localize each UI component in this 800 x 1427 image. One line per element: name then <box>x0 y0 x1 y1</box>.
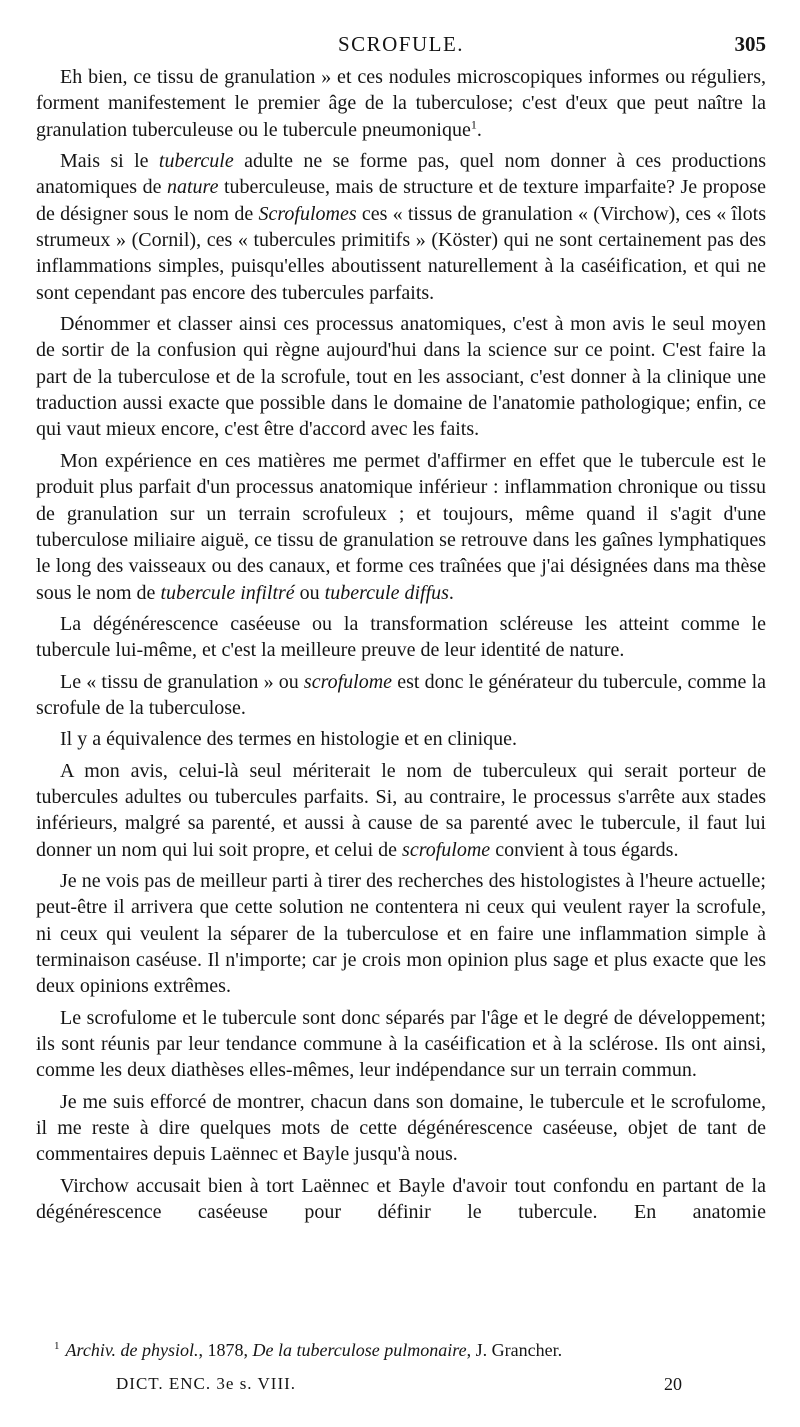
text-run: Mais si le <box>60 150 159 173</box>
italic-text: De la tuberculose pulmonaire <box>252 1340 467 1360</box>
text-run: tuberculeuse, mais de structure et de texture imparfaite? Je propose de désigner sous le nom de <box>36 176 766 225</box>
text-run: ou <box>294 581 325 604</box>
paragraph <box>36 669 766 722</box>
text-run: ces « tissus de granulation « (Virchow), ces « îlots strumeux » (Cornil), ces « tubercules primitifs » (Köster) qui ne sont certainement pas des inflammations simples, puisqu'elles aboutissent naturellement à la caséification, et qui ne sont cependant pas encore des tubercules parfaits. <box>36 202 766 304</box>
body-text <box>36 64 766 1230</box>
text-run: Le « tissu de granulation » ou <box>60 670 304 693</box>
text-run: Mon expérience en ces matières me permet d'affirmer en effet que le tubercule est le produit plus parfait d'un processus anatomique inférieur : inflammation chronique ou tissu de granulation sur un terrain scrofuleux ; et toujours, même quand il s'agit d'une tuberculose miliaire aiguë, ce tissu de granulation se retrouve dans les gaînes lymphatiques le long des vaisseaux ou des canaux, et forme ces traînées que j'ai désignées dans ma thèse sous le nom de <box>36 449 766 604</box>
paragraph <box>36 1005 766 1084</box>
italic-text: scrofulome <box>303 670 393 693</box>
text-run: . <box>448 581 454 604</box>
paragraph <box>36 148 766 306</box>
text-run: Je ne vois pas de meilleur parti à tirer des recherches des histologistes à l'heure actuelle; peut-être il arrivera que cette solution ne contentera ni ceux qui veulent rayer la scrofule, ni ceux qui veulent la séparer de la tuberculose et en faire une inflammation simple à terminaison caséuse. Il n'importe; car je crois mon opinion plus sage et plus exacte que les deux opinions extrêmes. <box>36 869 766 998</box>
text-run: , 1878, <box>198 1340 253 1360</box>
text-run: convient à tous égards. <box>490 838 679 861</box>
text-run: Eh bien, ce tissu de granulation » et ces nodules microscopiques informes ou réguliers, forment manifestement le premier âge de la tuberculose; c'est d'eux que peut naître la granulation tuberculeuse ou le tubercule pneumonique <box>36 66 766 141</box>
paragraph <box>36 868 766 1000</box>
italic-text: tubercule <box>158 150 234 173</box>
text-run: Il y a équivalence des termes en histologie et en clinique. <box>60 728 518 751</box>
text-run: A mon avis, celui-là seul mériterait le nom de tuberculeux qui serait porteur de tubercules adultes ou tubercules parfaits. Si, au contraire, le processus s'arrête aux stades inférieurs, malgré sa parenté, et aussi à cause de sa parenté avec le tubercule, il faut lui donner un nom qui lui soit propre, et celui de <box>36 759 766 861</box>
paragraph <box>36 1173 766 1226</box>
paragraph <box>36 726 766 752</box>
paragraph <box>36 758 766 863</box>
italic-text: scrofulome <box>402 838 491 861</box>
running-head <box>36 32 766 58</box>
text-run: . <box>476 118 482 141</box>
page-number: 305 <box>734 32 766 56</box>
paragraph <box>36 611 766 664</box>
italic-text: tubercule diffus <box>324 581 449 604</box>
sheet-number: 20 <box>664 1374 682 1394</box>
text-run: Le scrofulome et le tubercule sont donc séparés par l'âge et le degré de développement; ils sont réunis par leur tendance commune à la caséification et à la sclérose. Ils ont ainsi, comme les deux diathèses elles-mêmes, leur indépendance sur un terrain commun. <box>36 1006 766 1082</box>
italic-text: Archiv. de physiol. <box>65 1340 199 1360</box>
paragraph <box>36 64 766 143</box>
signature-mark: DICT. ENC. 3e s. VIII. <box>116 1374 297 1393</box>
italic-text: nature <box>166 176 219 199</box>
text-run: adulte ne se forme pas, quel nom donner à ces productions anatomiques de <box>36 150 766 199</box>
italic-text: tubercule infiltré <box>160 581 295 604</box>
text-run: Virchow accusait bien à tort Laënnec et Bayle d'avoir tout confondu en partant de la dégénérescence caséeuse pour définir le tubercule. En anatomie <box>36 1174 766 1224</box>
italic-text: Scrofulomes <box>258 202 357 225</box>
text-run: Je me suis efforcé de montrer, chacun dans son domaine, le tubercule et le scrofulome, il me reste à dire quelques mots de cette dégénérescence caséeuse, objet de tant de commentaires depuis Laënnec et Bayle jusqu'à nous. <box>36 1090 766 1166</box>
text-run: , J. Grancher. <box>466 1340 563 1360</box>
footnote <box>54 1339 766 1361</box>
text-run: est donc le générateur du tubercule, comme la scrofule de la tuberculose. <box>36 670 766 719</box>
paragraph <box>36 448 766 606</box>
footnote-reference: 1 <box>470 117 477 132</box>
text-run: Dénommer et classer ainsi ces processus anatomiques, c'est à mon avis le seul moyen de sortir de la confusion qui règne aujourd'hui dans la science sur ce point. C'est faire la part de la tuberculose et de la scrofule, tout en les associant, c'est donner à la clinique une traduction aussi exacte que possible dans le domaine de l'anatomie pathologique; enfin, ce qui vaut mieux encore, c'est être d'accord avec les faits. <box>36 313 766 441</box>
paragraph <box>36 1089 766 1168</box>
footnote-mark: 1 <box>54 1340 60 1352</box>
running-title: SCROFULE. <box>337 32 465 56</box>
paragraph <box>36 311 766 443</box>
text-run: La dégénérescence caséeuse ou la transformation scléreuse les atteint comme le tubercule lui-même, et c'est la meilleure preuve de leur identité de nature. <box>36 612 766 662</box>
